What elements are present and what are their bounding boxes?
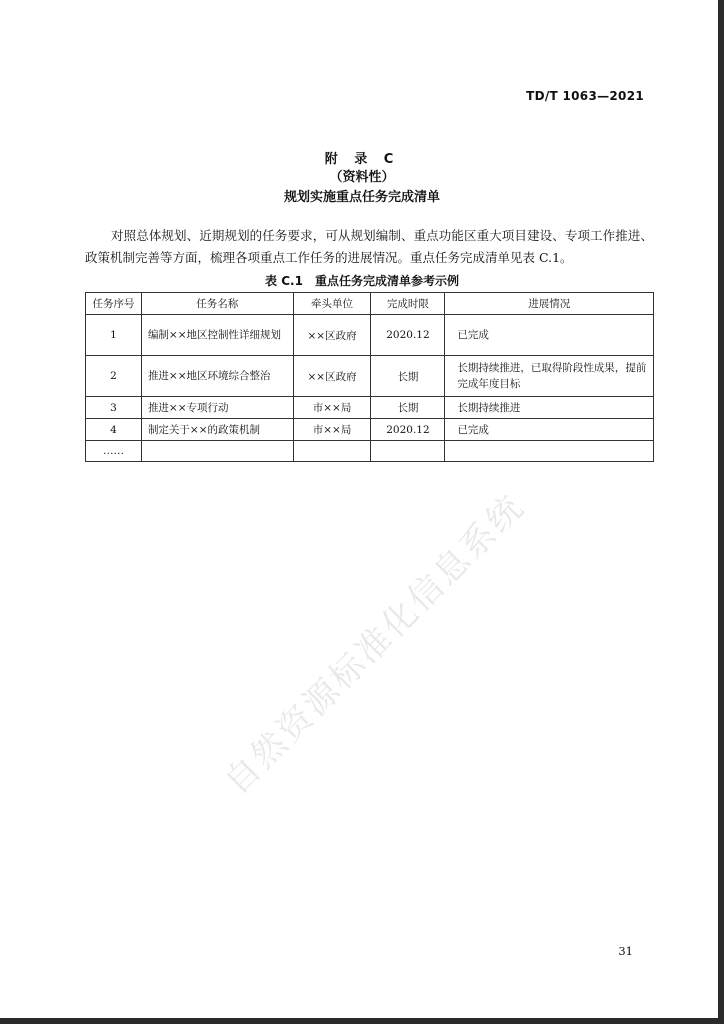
cell-task-no: 3: [86, 397, 142, 419]
tasks-table: [85, 292, 654, 462]
cell-lead-unit: ××区政府: [293, 356, 371, 397]
cell-task-name: 编制××地区控制性详细规划: [141, 315, 293, 356]
cell-task-name: [141, 441, 293, 462]
header-task-no: 任务序号: [86, 293, 142, 315]
table-header-row: [86, 293, 654, 315]
cell-lead-unit: 市××局: [293, 419, 371, 441]
cell-task-no: 4: [86, 419, 142, 441]
cell-deadline: 2020.12: [371, 419, 445, 441]
cell-progress: 长期持续推进，已取得阶段性成果，提前完成年度目标: [445, 356, 654, 397]
cell-deadline: 2020.12: [371, 315, 445, 356]
cell-task-no: 1: [86, 315, 142, 356]
table-row: [86, 356, 654, 397]
cell-task-name: 推进××地区环境综合整治: [141, 356, 293, 397]
appendix-title: 附 录 C: [324, 152, 400, 167]
cell-lead-unit: 市××局: [293, 397, 371, 419]
cell-task-name: 推进××专项行动: [141, 397, 293, 419]
body-paragraph: 对照总体规划、近期规划的任务要求，可从规划编制、重点功能区重大项目建设、专项工作推进、政策机制完善等方面，梳理各项重点工作任务的进展情况。重点任务完成清单见表 C.1。: [85, 228, 653, 265]
header-deadline: 完成时限: [371, 293, 445, 315]
table-row: [86, 441, 654, 462]
header-progress: 进展情况: [445, 293, 654, 315]
table-row: [86, 315, 654, 356]
cell-task-no: ……: [86, 441, 142, 462]
table-caption: 表 C.1 重点任务完成清单参考示例: [265, 274, 459, 288]
header-lead-unit: 牵头单位: [293, 293, 371, 315]
cell-deadline: 长期: [371, 397, 445, 419]
cell-lead-unit: [293, 441, 371, 462]
page-number: 31: [618, 944, 633, 958]
cell-deadline: [371, 441, 445, 462]
table-row: [86, 397, 654, 419]
cell-progress: [445, 441, 654, 462]
header-task-name: 任务名称: [141, 293, 293, 315]
cell-lead-unit: ××区政府: [293, 315, 371, 356]
cell-task-name: 制定关于××的政策机制: [141, 419, 293, 441]
cell-progress: 长期持续推进: [445, 397, 654, 419]
table-row: [86, 419, 654, 441]
cell-deadline: 长期: [371, 356, 445, 397]
cell-progress: 已完成: [445, 315, 654, 356]
watermark: 自然资源标准化信息系统: [216, 486, 533, 803]
standard-code: TD/T 1063—2021: [526, 89, 644, 103]
appendix-type: （资料性）: [329, 170, 395, 185]
appendix-subject: 规划实施重点任务完成清单: [283, 190, 440, 205]
cell-task-no: 2: [86, 356, 142, 397]
cell-progress: 已完成: [445, 419, 654, 441]
